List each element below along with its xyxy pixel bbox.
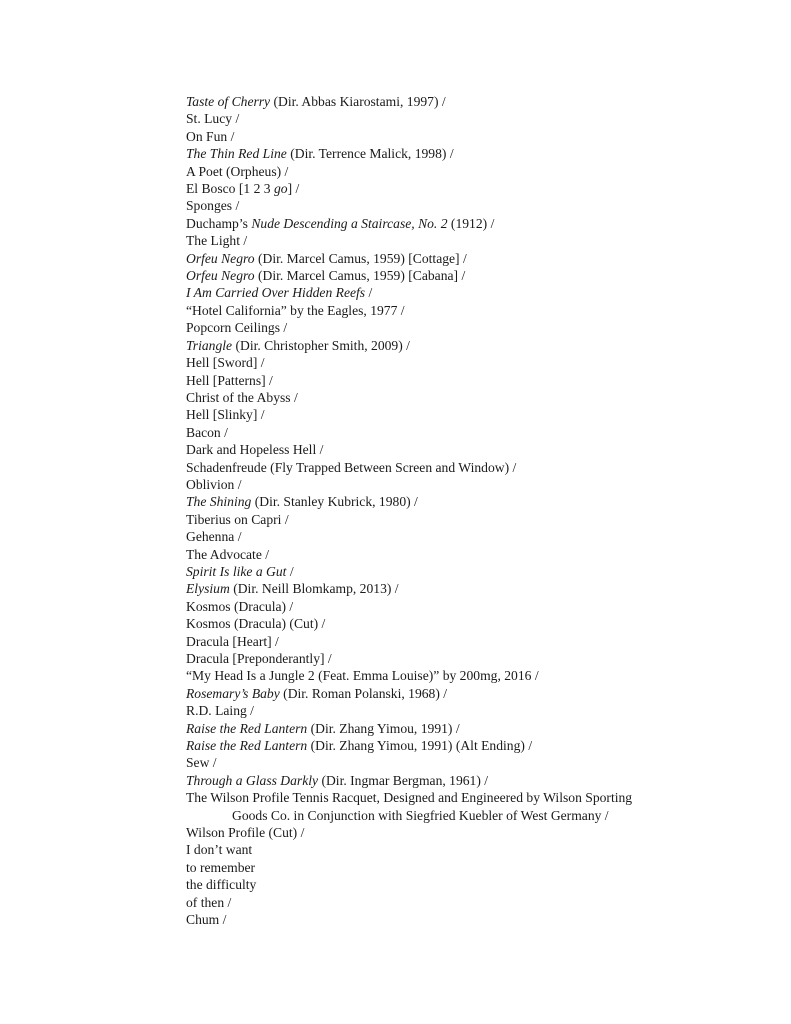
- list-item: [186, 720, 696, 737]
- list-item: [186, 267, 696, 284]
- list-item: [186, 667, 696, 684]
- list-item-continuation: Goods Co. in Conjunction with Siegfried Kuebler of West Germany /: [232, 807, 609, 823]
- list-item-text: El Bosco [1 2 3: [186, 181, 274, 197]
- list-item: [186, 215, 696, 232]
- list-item-text: (Dir. Zhang Yimou, 1991) /: [307, 720, 460, 736]
- list-item-text: Hell [Slinky] /: [186, 407, 265, 423]
- italic-title: The Thin Red Line: [186, 146, 287, 162]
- list-item-text: Dracula [Heart] /: [186, 633, 279, 649]
- list-item: [186, 824, 696, 841]
- list-item-text: the difficulty: [186, 877, 257, 893]
- list-item: [186, 511, 696, 528]
- list-item: [186, 128, 696, 145]
- list-item: [186, 372, 696, 389]
- list-item-text: Kosmos (Dracula) (Cut) /: [186, 616, 326, 632]
- list-item: [186, 302, 696, 319]
- list-item: [186, 615, 696, 632]
- list-item: [186, 284, 696, 301]
- list-item-text: The Wilson Profile Tennis Racquet, Designed and Engineered by Wilson Sporting: [186, 790, 633, 806]
- list-item: [186, 145, 696, 162]
- list-item: [186, 911, 696, 928]
- list-item-text: (Dir. Marcel Camus, 1959) [Cottage] /: [254, 250, 467, 266]
- italic-title: Elysium: [186, 581, 230, 597]
- list-item-text: Hell [Patterns] /: [186, 372, 273, 388]
- list-item: [186, 389, 696, 406]
- list-item-text: On Fun /: [186, 128, 235, 144]
- list-item: [186, 93, 696, 110]
- list-item-text: Oblivion /: [186, 476, 242, 492]
- italic-title: Raise the Red Lantern: [186, 720, 308, 736]
- italic-title: Through a Glass Darkly: [186, 772, 319, 788]
- list-item: [186, 493, 696, 510]
- list-item-text: Kosmos (Dracula) /: [186, 598, 294, 614]
- list-item-text: Dracula [Preponderantly] /: [186, 651, 332, 666]
- list-item-text: Schadenfreude (Fly Trapped Between Screen and Window) /: [186, 459, 517, 475]
- list-item-text: Sew /: [186, 755, 217, 771]
- list-item-text: Gehenna /: [186, 529, 242, 545]
- italic-title: Triangle: [186, 337, 233, 353]
- italic-title: Spirit Is like a Gut: [186, 563, 287, 579]
- italic-title: Taste of Cherry: [186, 94, 271, 109]
- list-item-text: Tiberius on Capri /: [186, 511, 289, 527]
- italic-title: I Am Carried Over Hidden Reefs: [186, 285, 366, 301]
- list-item-text: The Advocate /: [186, 546, 270, 562]
- list-item-text: Wilson Profile (Cut) /: [186, 825, 305, 841]
- list-item: [186, 876, 696, 893]
- list-item: [186, 528, 696, 545]
- list-item: [186, 754, 696, 771]
- list-item: [186, 563, 696, 580]
- list-item: [186, 441, 696, 458]
- list-item: [186, 250, 696, 267]
- italic-title: Raise the Red Lantern: [186, 738, 308, 754]
- list-item: [186, 476, 696, 493]
- italic-title: go: [273, 181, 288, 197]
- list-item-text: to remember: [186, 859, 256, 875]
- list-item-text: (Dir. Stanley Kubrick, 1980) /: [251, 494, 418, 510]
- list-item-text: St. Lucy /: [186, 111, 240, 127]
- list-item-text: A Poet (Orpheus) /: [186, 163, 289, 179]
- list-item-text: Dark and Hopeless Hell /: [186, 442, 324, 458]
- italic-title: Orfeu Negro: [186, 268, 255, 284]
- list-item: [186, 406, 696, 423]
- list-item: [186, 894, 696, 911]
- italic-title: Orfeu Negro: [186, 250, 255, 266]
- list-item-text: “Hotel California” by the Eagles, 1977 /: [186, 302, 405, 318]
- list-item-text: Popcorn Ceilings /: [186, 320, 288, 336]
- list-item-text: (Dir. Neill Blomkamp, 2013) /: [229, 581, 399, 597]
- list-item-text: of then /: [186, 894, 232, 910]
- list-item: [186, 650, 696, 667]
- italic-title: Nude Descending a Staircase, No. 2: [251, 215, 448, 231]
- list-item: [186, 772, 696, 789]
- list-item-text: (Dir. Christopher Smith, 2009) /: [232, 337, 410, 353]
- list-item: [186, 841, 696, 858]
- list-item: [186, 580, 696, 597]
- list-item: [186, 337, 696, 354]
- list-item-text: Sponges /: [186, 198, 240, 214]
- list-item: [186, 737, 696, 754]
- list-item: [186, 459, 696, 476]
- list-item-text: The Light /: [186, 233, 248, 249]
- list-item: [186, 633, 696, 650]
- list-item: [186, 110, 696, 127]
- list-item-text: ] /: [287, 181, 300, 197]
- list-item: [186, 598, 696, 615]
- list-item-text: (Dir. Zhang Yimou, 1991) (Alt Ending) /: [307, 738, 533, 754]
- list-item-text: I don’t want: [186, 842, 253, 858]
- poem-list: [186, 93, 696, 929]
- list-item-text: (Dir. Terrence Malick, 1998) /: [286, 146, 454, 162]
- list-item-text: Chum /: [186, 912, 227, 928]
- list-item-text: (Dir. Ingmar Bergman, 1961) /: [318, 772, 489, 788]
- list-item: [186, 859, 696, 876]
- list-item-text: (Dir. Roman Polanski, 1968) /: [279, 685, 448, 701]
- list-item: [186, 685, 696, 702]
- list-item: [186, 232, 696, 249]
- list-item: [186, 197, 696, 214]
- list-item: [186, 163, 696, 180]
- list-item: [186, 424, 696, 441]
- list-item-text: Christ of the Abyss /: [186, 389, 298, 405]
- list-item-text: Bacon /: [186, 424, 228, 440]
- list-item: [186, 319, 696, 336]
- list-item-text: (Dir. Marcel Camus, 1959) [Cabana] /: [254, 268, 466, 284]
- list-item-text: R.D. Laing /: [186, 703, 254, 719]
- list-item: [186, 354, 696, 371]
- list-item-text: /: [365, 285, 373, 301]
- list-item: [186, 789, 696, 824]
- list-item-text: Hell [Sword] /: [186, 355, 265, 371]
- list-item-text: /: [286, 563, 294, 579]
- list-item-text: Duchamp’s: [186, 215, 252, 231]
- list-item-text: “My Head Is a Jungle 2 (Feat. Emma Louise)” by 200mg, 2016 /: [186, 668, 539, 684]
- list-item: [186, 546, 696, 563]
- italic-title: Rosemary’s Baby: [186, 685, 280, 701]
- list-item-text: (Dir. Abbas Kiarostami, 1997) /: [270, 94, 446, 109]
- list-item: [186, 702, 696, 719]
- list-item-text: (1912) /: [447, 215, 495, 231]
- list-item: [186, 180, 696, 197]
- italic-title: The Shining: [186, 494, 252, 510]
